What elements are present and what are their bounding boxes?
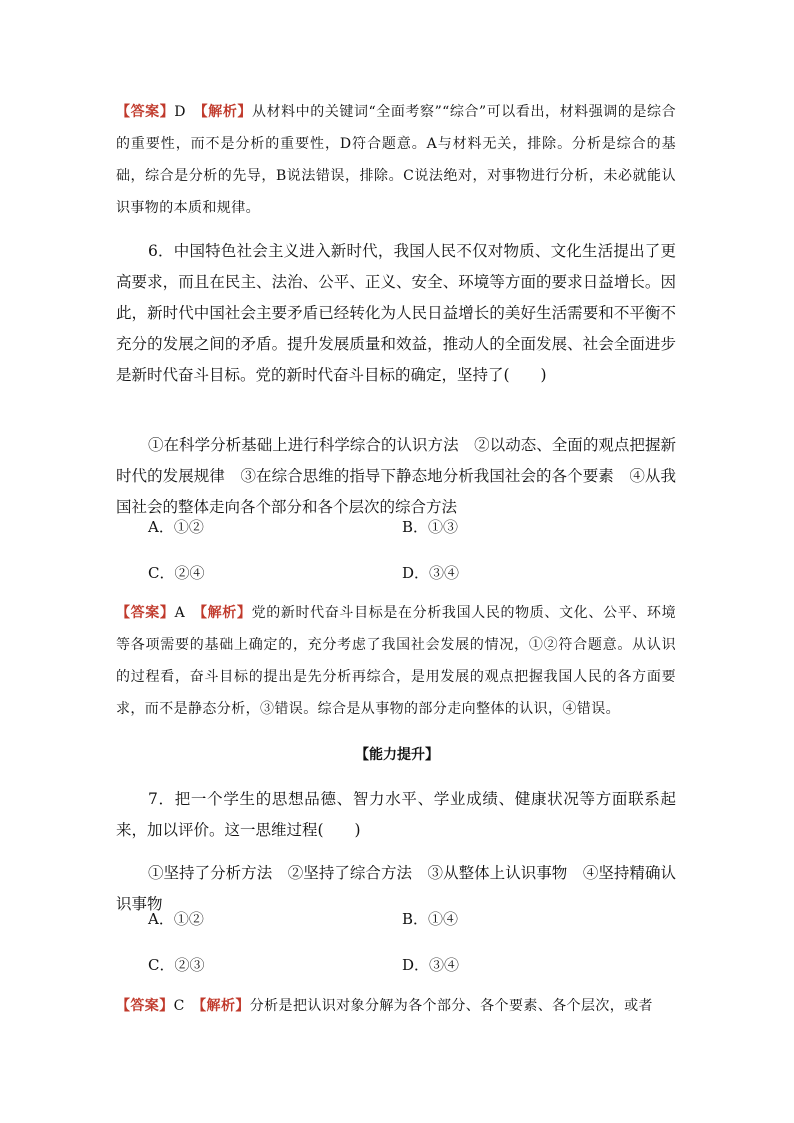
answer-tag: 【答案】 <box>116 104 175 120</box>
analysis-tag: 【解析】 <box>199 998 250 1014</box>
answer-7 <box>116 990 676 1022</box>
answer-letter: C <box>173 998 185 1014</box>
question-6-stem: 6．中国特色社会主义进入新时代，我国人民不仅对物质、文化生活提出了更高要求，而且在民主、法治、公平、正义、安全、环境等方面的要求日益增长。因此，新时代中国社会主要矛盾已经转化为人民日益增长的美好生活需要和不平衡不充分的发展之间的矛盾。提升发展质量和效益，推动人的全面发展、社会全面进步是新时代奋斗目标。党的新时代奋斗目标的确定，坚持了( ) <box>116 242 676 384</box>
question-7-stem: 7．把一个学生的思想品德、智力水平、学业成绩、健康状况等方面联系起来，加以评价。这一思维过程( ) <box>116 790 676 839</box>
option-d: D．③④ <box>402 956 460 974</box>
option-c: C．②③ <box>148 956 205 974</box>
option-b: B．①③ <box>402 518 459 536</box>
option-d: D．③④ <box>402 564 460 582</box>
answer-6 <box>116 597 676 725</box>
analysis-text: 从材料中的关键词“全面考察”“综合”可以看出，材料强调的是综合的重要性，而不是分析的重要性，D符合题意。A与材料无关，排除。分析是综合的基础，综合是分析的先导，B说法错误，排除。C说法绝对，对事物进行分析，未必就能认识事物的本质和规律。 <box>116 104 676 216</box>
answer-5 <box>116 96 676 224</box>
analysis-tag: 【解析】 <box>200 104 252 120</box>
option-a: A．①② <box>148 910 204 928</box>
analysis-tag: 【解析】 <box>199 605 252 621</box>
section-heading: 【能力提升】 <box>355 747 439 763</box>
question-7-items: ①坚持了分析方法 ②坚持了综合方法 ③从整体上认识事物 ④坚持精确认识事物 <box>116 864 676 913</box>
analysis-text: 分析是把认识对象分解为各个部分、各个要素、各个层次，或者 <box>249 998 653 1014</box>
option-a: A．①② <box>148 518 204 536</box>
answer-tag: 【答案】 <box>116 998 174 1014</box>
option-c: C．②④ <box>148 564 205 582</box>
analysis-text: 党的新时代奋斗目标是在分析我国人民的物质、文化、公平、环境等各项需要的基础上确定的，充分考虑了我国社会发展的情况，①②符合题意。从认识的过程看，奋斗目标的提出是先分析再综合，是用发展的观点把握我国人民的各方面要求，而不是静态分析，③错误。综合是从事物的部分走向整体的认识，④错误。 <box>116 605 676 717</box>
answer-letter: D <box>174 104 186 120</box>
answer-letter: A <box>174 605 186 621</box>
answer-tag: 【答案】 <box>116 605 175 621</box>
question-6-items: ①在科学分析基础上进行科学综合的认识方法 ②以动态、全面的观点把握新时代的发展规律 ③在综合思维的指导下静态地分析我国社会的各个要素 ④从我国社会的整体走向各个部分和各个层次的综合方法 <box>116 436 676 516</box>
option-b: B．①④ <box>402 910 459 928</box>
